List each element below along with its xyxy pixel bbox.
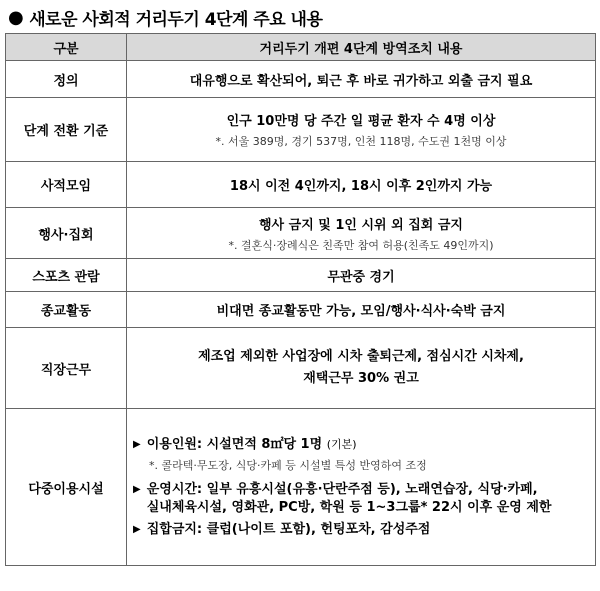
header-row [6, 34, 596, 61]
header-category: 구분 [6, 34, 127, 61]
events-text: 행사 금지 및 1인 시위 외 집회 금지 [259, 217, 463, 233]
row-content: 무관중 경기 [127, 259, 596, 292]
events-note: *. 결혼식·장례식은 친족만 참여 허용(친족도 49인까지) [228, 238, 494, 252]
triangle-bullet-icon: ▶ [133, 483, 141, 495]
capacity-text: 이용인원: 시설면적 8㎡당 1명 [146, 436, 323, 452]
row-label: 다중이용시설 [6, 409, 127, 566]
measures-table [5, 33, 596, 566]
capacity-item [133, 436, 589, 454]
row-label: 스포츠 관람 [6, 259, 127, 292]
row-content: 18시 이전 4인까지, 18시 이후 2인까지 가능 [127, 162, 596, 208]
workplace-line-2: 재택근무 30% 권고 [303, 371, 419, 386]
row-label: 직장근무 [6, 328, 127, 409]
row-transition-criteria [6, 98, 596, 162]
triangle-bullet-icon: ▶ [133, 438, 141, 450]
row-content: 비대면 종교활동만 가능, 모임/행사·식사·숙박 금지 [127, 292, 596, 328]
ban-text: 집합금지: 클럽(나이트 포함), 헌팅포차, 감성주점 [146, 521, 431, 537]
triangle-bullet-icon: ▶ [133, 523, 141, 535]
row-religion [6, 292, 596, 328]
row-events-assembly [6, 208, 596, 259]
row-content [127, 98, 596, 162]
row-label: 단계 전환 기준 [6, 98, 127, 162]
ban-item [133, 521, 589, 539]
title-text: 새로운 사회적 거리두기 4단계 주요 내용 [29, 9, 323, 30]
row-workplace [6, 328, 596, 409]
row-label: 사적모임 [6, 162, 127, 208]
workplace-line-1: 제조업 제외한 사업장에 시차 출퇴근제, 점심시간 시차제, [198, 349, 524, 364]
bullet-icon: ● [8, 6, 24, 28]
header-content: 거리두기 개편 4단계 방역조치 내용 [127, 34, 596, 61]
row-label: 종교활동 [6, 292, 127, 328]
row-definition [6, 61, 596, 98]
capacity-suffix: (기본) [326, 437, 357, 451]
page-title [8, 4, 322, 30]
row-multi-use-facilities [6, 409, 596, 566]
row-content [127, 328, 596, 409]
criteria-text: 인구 10만명 당 주간 일 평균 환자 수 4명 이상 [226, 114, 496, 129]
row-label: 정의 [6, 61, 127, 98]
row-label: 행사·집회 [6, 208, 127, 259]
row-content [127, 208, 596, 259]
hours-line-1: 운영시간: 일부 유흥시설(유흥·단란주점 등), 노래연습장, 식당·카페, [146, 481, 538, 497]
row-private-gathering [6, 162, 596, 208]
row-content [127, 409, 596, 566]
row-content: 대유행으로 확산되어, 퇴근 후 바로 귀가하고 외출 금지 필요 [127, 61, 596, 98]
hours-item [133, 481, 589, 517]
criteria-note: *. 서울 389명, 경기 537명, 인천 118명, 수도권 1천명 이상 [215, 135, 507, 148]
hours-line-2: 실내체육시설, 영화관, PC방, 학원 등 1~3그룹* 22시 이후 운영 제한 [146, 499, 552, 515]
capacity-note: *. 콜라텍·무도장, 식당·카페 등 시설별 특성 반영하여 조정 [149, 458, 427, 472]
row-sports [6, 259, 596, 292]
